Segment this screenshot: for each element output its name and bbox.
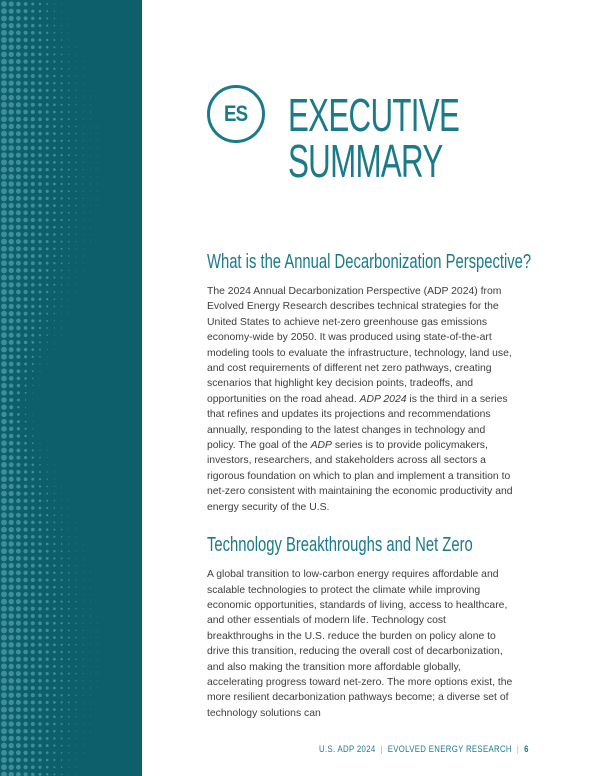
- main-content: [207, 250, 532, 739]
- footer-org-name: EVOLVED ENERGY RESEARCH: [387, 744, 512, 755]
- page-number: 6: [524, 744, 529, 755]
- halftone-dot-pattern: [0, 0, 142, 776]
- es-badge: [207, 85, 265, 143]
- title-line-2: SUMMARY: [288, 135, 443, 187]
- section-heading-technology: Technology Breakthroughs and Net Zero: [207, 534, 473, 557]
- sidebar-decoration: [0, 0, 142, 776]
- es-badge-text: ES: [224, 101, 248, 126]
- para-adp-italic-2: ADP: [310, 440, 332, 452]
- footer-report-name: U.S. ADP 2024: [319, 744, 376, 755]
- section-paragraph-technology: A global transition to low-carbon energy requires affordable and scalable technologies to protect the climate while improving economic opportunities, standards of living, access to healthcare, and other essentials of modern life. Technology cost breakthroughs in the U.S. reduce the burden on policy alone to drive this transition, reducing the overall cost of decarbonization, and also making the transition more affordable globally, accelerating progress toward net-zero. The more options exist, the more resilient decarbonization pathways become; a diverse set of technology solutions can: [207, 569, 513, 719]
- para-adp-text-2: is the third in a series that refines and updates its projections and recommendations annually, responding to the latest changes in technology and policy. The goal of the: [207, 393, 508, 452]
- section-paragraph-adp: [207, 284, 515, 515]
- footer-separator: |: [380, 744, 383, 755]
- page-footer: [319, 744, 529, 755]
- para-adp-italic-1: ADP 2024: [359, 393, 407, 405]
- title-line-1: EXECUTIVE: [288, 89, 460, 141]
- section-heading-adp: What is the Annual Decarbonization Perspective?: [207, 251, 532, 273]
- para-adp-text-1: The 2024 Annual Decarbonization Perspective (ADP 2024) from Evolved Energy Research describes technical strategies for the United States to achieve net-zero greenhouse gas emissions economy-wide by 2050. It was produced using state-of-the-art modeling tools to evaluate the infrastructure, technology, land use, and cost requirements of different net zero pathways, creating scenarios that highlight key decision points, tradeoffs, and opportunities on the road ahead.: [207, 286, 512, 405]
- para-adp-text-3: series is to provide policymakers, investors, researchers, and stakeholders across all sectors a rigorous foundation on which to plan and implement a transition to net-zero consistent with maintaining the economic productivity and energy security of the U.S.: [207, 440, 513, 513]
- page-title: [288, 89, 460, 187]
- footer-separator: |: [516, 744, 520, 755]
